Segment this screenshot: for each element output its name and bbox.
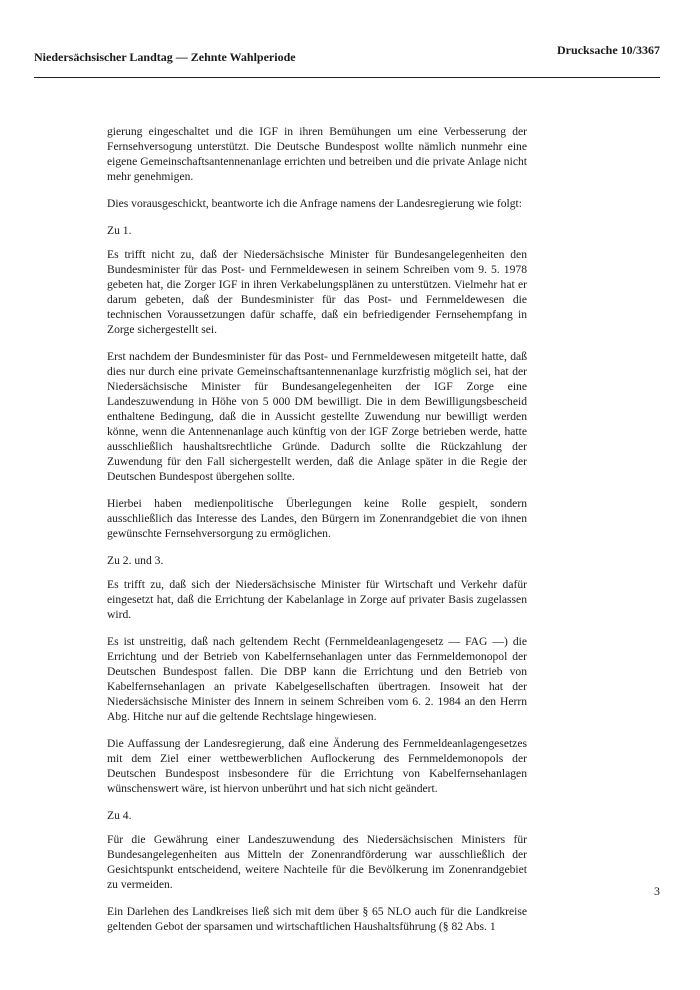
- paragraph: Hierbei haben medienpolitische Überlegungen keine Rolle gespielt, sondern ausschließlich das Interesse des Landes, den Bürgern im Zonenrandgebiet die von ihnen gewünschte Fernsehversorgung zu ermöglichen.: [107, 497, 527, 540]
- paragraph: Dies vorausgeschickt, beantworte ich die Anfrage namens der Landesregierung wie folgt:: [107, 197, 522, 210]
- paragraph: gierung eingeschaltet und die IGF in ihren Bemühungen um eine Verbesserung der Fernsehversogung unterstützt. Die Deutsche Bundespost wollte nämlich nunmehr eine eigene Gemeinschaftsantennenanlage errichten und betreiben und die private Anlage nicht mehr genehmigen.: [107, 125, 527, 183]
- section-heading: Zu 4.: [107, 809, 132, 822]
- body-text: [107, 124, 527, 946]
- paragraph: Für die Gewährung einer Landeszuwendung des Niedersächsischen Ministers für Bundesangelegenheiten aus Mitteln der Zonenrandförderung war ausschließlich der Gesichtspunkt entscheidend, weitere Nachteile für die Bevölkerung im Zonenrandgebiet zu vermeiden.: [107, 833, 527, 891]
- header-title: Niedersächsischer Landtag — Zehnte Wahlperiode: [34, 50, 296, 64]
- paragraph: Es trifft zu, daß sich der Niedersächsische Minister für Wirtschaft und Verkehr dafür eingesetzt hat, daß die Errichtung der Kabelanlage in Zorge auf privater Basis zugelassen wird.: [107, 578, 527, 621]
- paragraph: Es trifft nicht zu, daß der Niedersächsische Minister für Bundesangelegenheiten den Bundesminister für das Post- und Fernmeldewesen in seinem Schreiben vom 9. 5. 1978 gebeten hat, die Zorger IGF in ihren Verkabelungsplänen zu unterstützen. Vielmehr hat er darum gebeten, daß der Bundesminister für das Post- und Fernmeldewesen die technischen Voraussetzungen dafür schaffe, daß ein befriedigender Fernsehempfang in Zorge sichergestellt sei.: [107, 248, 527, 336]
- header-rule: [34, 77, 660, 78]
- document-number: Drucksache 10/3367: [557, 43, 660, 57]
- paragraph: Es ist unstreitig, daß nach geltendem Recht (Fernmeldeanlagengesetz — FAG —) die Errichtung und der Betrieb von Kabelfernsehanlagen unter das Fernmeldemonopol der Deutschen Bundespost fallen. Die DBP kann die Errichtung und den Betrieb von Kabelfernsehanlagen an private Kabelgesellschaften übertragen. Insoweit hat der Niedersächsische Minister des Innern in seinem Schreiben vom 6. 2. 1984 an den Herrn Abg. Hitche nur auf die geltende Rechtslage hingewiesen.: [107, 635, 527, 723]
- page-number: 3: [654, 884, 660, 898]
- section-heading: Zu 1.: [107, 224, 132, 237]
- paragraph: Die Auffassung der Landesregierung, daß eine Änderung des Fernmeldeanlagengesetzes mit dem Ziel einer wettbewerblichen Auflockerung des Fernmeldemonopols der Deutschen Bundespost insbesondere für die Errichtung von Kabelfernsehanlagen wünschenswert wäre, ist hiervon unberührt und hat sich nicht geändert.: [107, 737, 527, 795]
- paragraph: Erst nachdem der Bundesminister für das Post- und Fernmeldewesen mitgeteilt hatte, daß dies nur durch eine private Gemeinschaftsantennenanlage kurzfristig möglich sei, hat der Niedersächsische Minister für Bundesangelegenheiten der IGF Zorge eine Landeszuwendung in Höhe von 5 000 DM bewilligt. Die in dem Bewilligungsbescheid enthaltene Bedingung, daß die in Aussicht gestellte Zuwendung nur bewilligt werden könne, wenn die Antennenanlage auch künftig von der IGF Zorge betrieben werde, hatte ausschließlich haushaltsrechtliche Gründe. Dadurch sollte die Rückzahlung der Zuwendung für den Fall sichergestellt werden, daß die Anlage später in die Regie der Deutschen Bundespost übergehen sollte.: [107, 350, 527, 483]
- section-heading: Zu 2. und 3.: [107, 554, 164, 567]
- paragraph: Ein Darlehen des Landkreises ließ sich mit dem über § 65 NLO auch für die Landkreise geltenden Gebot der sparsamen und wirtschaftlichen Haushaltsführung (§ 82 Abs. 1: [107, 905, 527, 933]
